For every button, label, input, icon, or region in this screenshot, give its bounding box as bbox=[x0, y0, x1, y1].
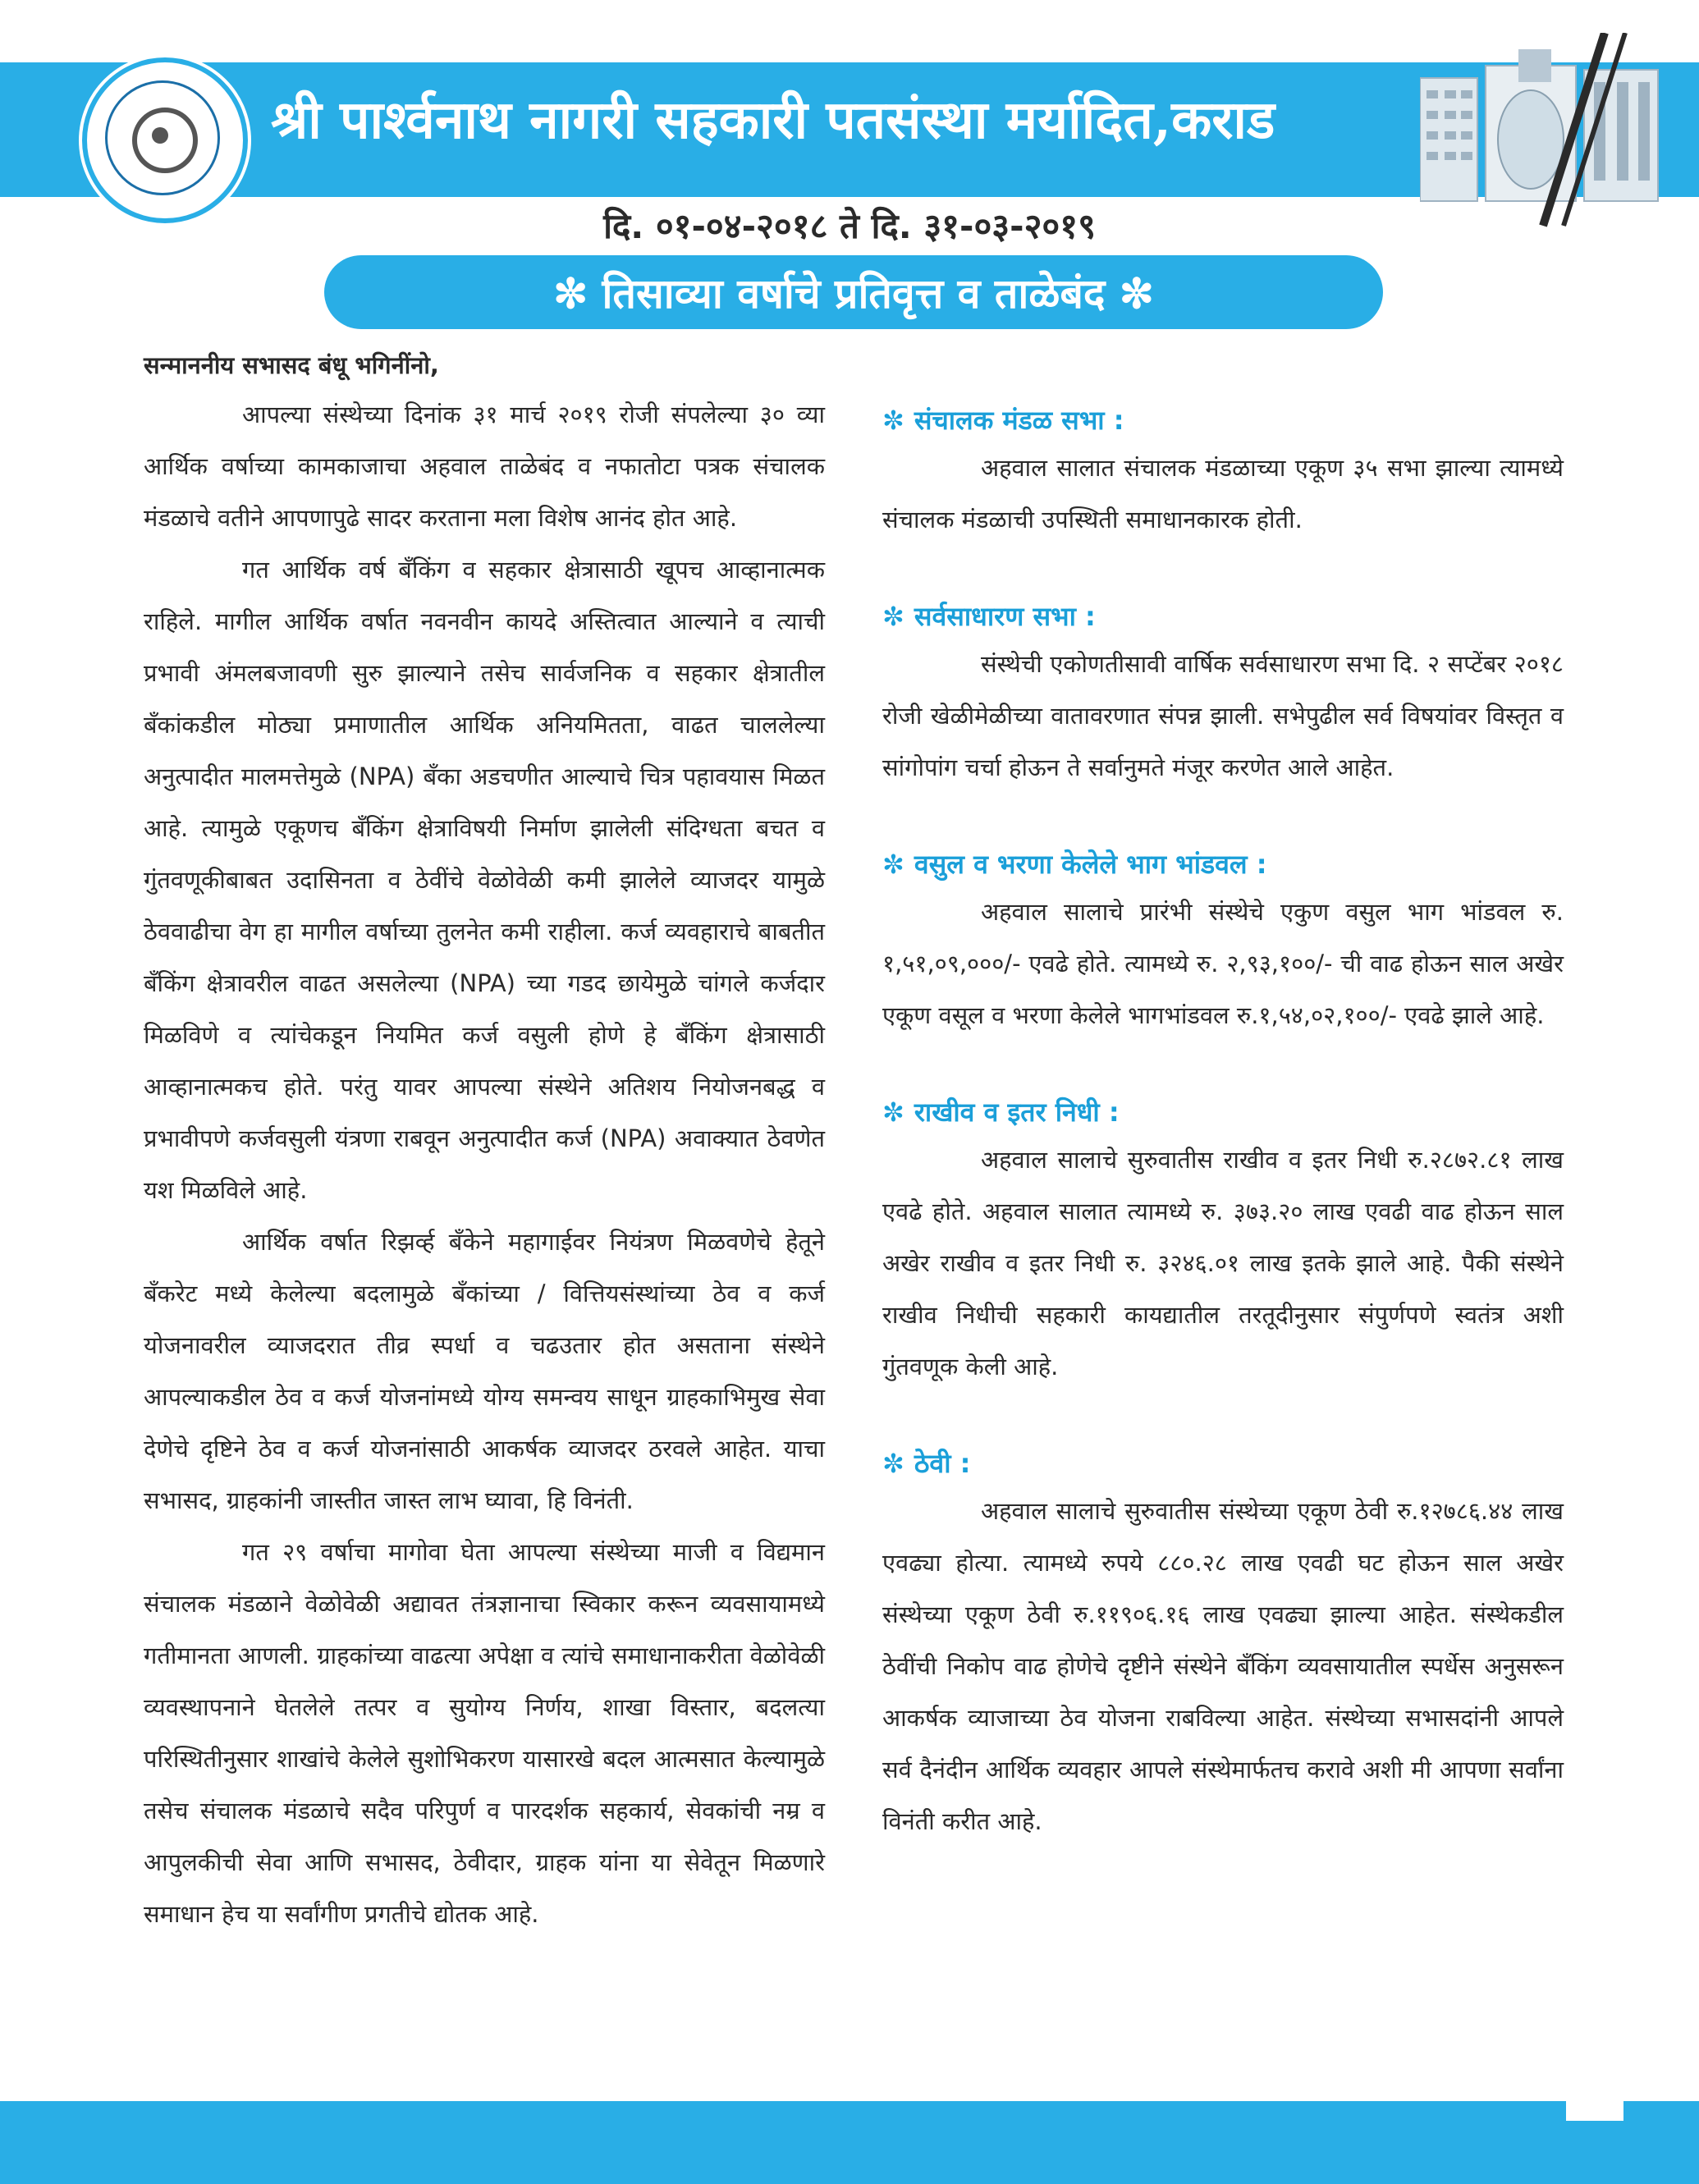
asterisk-icon: ✼ bbox=[882, 1097, 904, 1128]
section-heading: ✼ सर्वसाधारण सभा : bbox=[882, 601, 1096, 632]
section-text: अहवाल सालाचे सुरुवातीस संस्थेच्या एकूण ठेवी रु.१२७८६.४४ लाख एवढ्या होत्या. त्यामध्ये रुपये ८८०.२८ लाख एवढी घट होऊन साल अखेर संस्थेच्या एकूण ठेवी रु.११९०६.१६ लाख एवढ्या झाल्या आहेत. संस्थेकडील ठेवींची निकोप वाढ होणेचे दृष्टीने संस्थेने बँकिंग व्यवसायातील स्पर्धेस अनुसरून आकर्षक व्याजाच्या ठेव योजना राबविल्या आहेत. संस्थेच्या सभासदांनी आपले सर्व दैनंदीन आर्थिक व्यवहार आपले संस्थेमार्फतच करावे अशी मी आपणा सर्वांना विनंती करीत आहे. bbox=[882, 1497, 1564, 1835]
section-reserve-funds bbox=[882, 1094, 1564, 1393]
intro-paragraph: आपल्या संस्थेच्या दिनांक ३१ मार्च २०१९ रोजी संपलेल्या ३० व्या आर्थिक वर्षाच्या कामकाजाचा अहवाल ताळेबंद व नफातोटा पत्रक संचालक मंडळाचे वतीने आपणापुढे सादर करताना मला विशेष आनंद होत आहे. bbox=[144, 401, 825, 532]
section-text: संस्थेची एकोणतीसावी वार्षिक सर्वसाधारण सभा दि. २ सप्टेंबर २०१८ रोजी खेळीमेळीच्या वातावरणात संपन्न झाली. सभेपुढील सर्व विषयांवर विस्तृत व सांगोपांग चर्चा होऊन ते सर्वानुमते मंजूर करणेत आले आहेत. bbox=[882, 650, 1564, 781]
report-period: दि. ०१-०४-२०१८ ते दि. ३१-०३-२०१९ bbox=[603, 206, 1096, 246]
section-text: अहवाल सालात संचालक मंडळाच्या एकूण ३५ सभा झाल्या त्यामध्ये संचालक मंडळाची उपस्थिती समाधानकारक होती. bbox=[882, 454, 1564, 533]
footer-band bbox=[0, 2101, 1699, 2184]
section-deposits bbox=[882, 1445, 1564, 1847]
organization-name: श्री पार्श्वनाथ नागरी सहकारी पतसंस्था मर्यादित,कराड bbox=[271, 89, 1275, 151]
section-text: अहवाल सालाचे प्रारंभी संस्थेचे एकुण वसुल भाग भांडवल रु. १,५१,०९,०००/- एवढे होते. त्यामध्ये रु. २,९३,१००/- ची वाढ होऊन साल अखेर एकूण वसूल व भरणा केलेले भागभांडवल रु.१,५४,०२,१००/- एवढे झाले आहे. bbox=[882, 898, 1564, 1029]
asterisk-icon: ✼ bbox=[882, 1448, 904, 1479]
footer-page-tab bbox=[1566, 2101, 1623, 2121]
banking-year-paragraph: गत आर्थिक वर्ष बँकिंग व सहकार क्षेत्रासाठी खूपच आव्हानात्मक राहिले. मागील आर्थिक वर्षात नवनवीन कायदे अस्तित्वात आल्याने व त्याची प्रभावी अंमलबजावणी सुरु झाल्याने तसेच सार्वजनिक व सहकार क्षेत्रातील बँकांकडील मोठ्या प्रमाणातील आर्थिक अनियमितता, वाढत चाललेल्या अनुत्पादीत मालमत्तेमुळे (NPA) बँका अडचणीत आल्याचे चित्र पहावयास मिळत आहे. त्यामुळे एकूणच बँकिंग क्षेत्राविषयी निर्माण झालेली संदिग्धता बचत व गुंतवणूकीबाबत उदासिनता व ठेवींचे वेळोवेळी कमी झालेले व्याजदर यामुळे ठेववाढीचा वेग हा मागील वर्षाच्या तुलनेत कमी राहीला. कर्ज व्यवहाराचे बाबतीत बँकिंग क्षेत्रावरील वाढत असलेल्या (NPA) च्या गडद छायेमुळे चांगले कर्जदार मिळविणे व त्यांचेकडून नियमित कर्ज वसुली होणे हे बँकिंग क्षेत्रासाठी आव्हानात्मकच होते. परंतु यावर आपल्या संस्थेने अतिशय नियोजनबद्ध व प्रभावीपणे कर्जवसुली यंत्रणा राबवून अनुत्पादीत कर्ज (NPA) अवाक्यात ठेवणेत यश मिळविले आहे. bbox=[144, 556, 825, 1204]
section-general-meeting bbox=[882, 598, 1564, 794]
asterisk-icon: ✼ bbox=[882, 849, 904, 880]
header-decorative-image bbox=[1420, 33, 1666, 230]
section-heading: ✼ वसुल व भरणा केलेले भाग भांडवल : bbox=[882, 849, 1267, 880]
logo-ring bbox=[105, 80, 220, 195]
logo-emblem-icon bbox=[132, 108, 198, 173]
right-column bbox=[882, 402, 1564, 1900]
section-text: अहवाल सालाचे सुरुवातीस राखीव व इतर निधी रु.२८७२.८१ लाख एवढे होते. अहवाल सालात त्यामध्ये रु. ३७३.२० लाख एवढी वाढ होऊन साल अखेर राखीव व इतर निधी रु. ३२४६.०१ लाख इतके झाले आहे. पैकी संस्थेने राखीव निधीची सहकारी कायद्यातील तरतूदीनुसार संपुर्णपणे स्वतंत्र अशी गुंतवणूक केली आहे. bbox=[882, 1146, 1564, 1380]
salutation: सन्माननीय सभासद बंधू भगिनींनो, bbox=[144, 351, 439, 379]
section-heading: ✼ ठेवी : bbox=[882, 1448, 971, 1479]
left-column bbox=[144, 349, 825, 1940]
section-share-capital bbox=[882, 846, 1564, 1042]
interest-rate-paragraph: आर्थिक वर्षात रिझर्व्ह बँकेने महागाईवर नियंत्रण मिळवणेचे हेतूने बँकरेट मध्ये केलेल्या बदलामुळे बँकांच्या / वित्तियसंस्थांच्या ठेव व कर्ज योजनावरील व्याजदरात तीव्र स्पर्धा व चढउतार होत असताना संस्थेने आपल्याकडील ठेव व कर्ज योजनांमध्ये योग्य समन्वय साधून ग्राहकाभिमुख सेवा देणेचे दृष्टिने ठेव व कर्ज योजनांसाठी आकर्षक व्याजदर ठरवले आहेत. याचा सभासद, ग्राहकांनी जास्तीत जास्त लाभ घ्यावा, हि विनंती. bbox=[144, 1228, 825, 1514]
progress-paragraph: गत २९ वर्षाचा मागोवा घेता आपल्या संस्थेच्या माजी व विद्यमान संचालक मंडळाने वेळोवेळी अद्यावत तंत्रज्ञानाचा स्विकार करून व्यवसायामध्ये गतीमानता आणली. ग्राहकांच्या वाढत्या अपेक्षा व त्यांचे समाधानाकरीता वेळोवेळी व्यवस्थापनाने घेतलेले तत्पर व सुयोग्य निर्णय, शाखा विस्तार, बदलत्या परिस्थितीनुसार शाखांचे केलेले सुशोभिकरण यासारखे बदल आत्मसात केल्यामुळे तसेच संचालक मंडळाचे सदैव परिपुर्ण व पारदर्शक सहकार्य, सेवकांची नम्र व आपुलकीची सेवा आणि सभासद, ठेवीदार, ग्राहक यांना या सेवेतून मिळणारे समाधान हेच या सर्वांगीण प्रगतीचे द्योतक आहे. bbox=[144, 1538, 825, 1928]
asterisk-icon: ✼ bbox=[882, 601, 904, 632]
asterisk-icon: ✼ bbox=[882, 405, 904, 436]
organization-logo bbox=[82, 57, 248, 223]
section-heading: ✼ संचालक मंडळ सभा : bbox=[882, 405, 1124, 436]
section-board-meetings bbox=[882, 402, 1564, 546]
section-heading: ✼ राखीव व इतर निधी : bbox=[882, 1097, 1120, 1128]
report-title-banner bbox=[324, 255, 1383, 329]
report-title: ✼ तिसाव्या वर्षाचे प्रतिवृत्त व ताळेबंद ✼ bbox=[553, 269, 1154, 318]
